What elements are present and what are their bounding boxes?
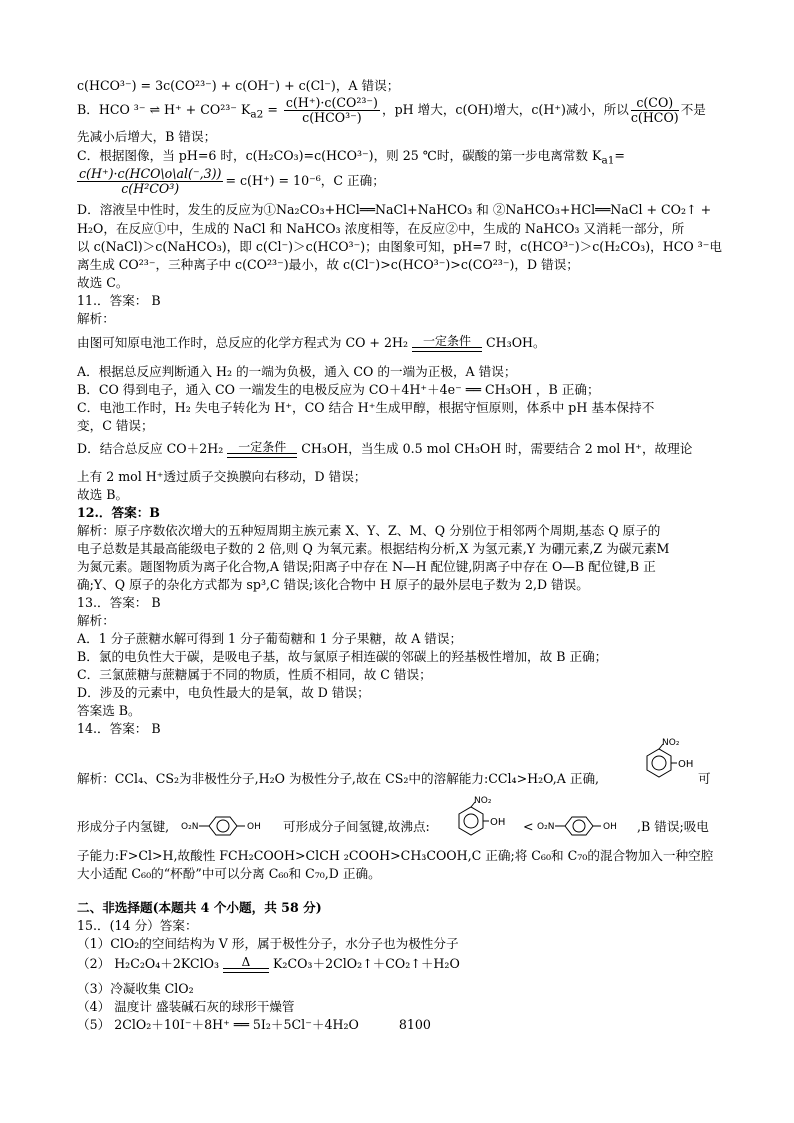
condition-arrow bbox=[223, 956, 269, 973]
less-than-sign: < bbox=[523, 819, 534, 834]
question-answer: 12.．答案：B bbox=[77, 505, 160, 520]
group-label: NO₂ bbox=[662, 738, 680, 748]
text-line: 解析：原子序数依次增大的五种短周期主族元素 X、Y、Z、M、Q 分别位于相邻两个周期,基态 Q 原子的 bbox=[77, 523, 661, 538]
group-label: OH bbox=[603, 822, 617, 832]
condition-label: 一定条件 bbox=[423, 334, 472, 348]
text-line: 先减小后增大，B 错误； bbox=[77, 129, 217, 144]
condition-label: 一定条件 bbox=[238, 440, 287, 454]
ortho-nitrophenol-structure bbox=[625, 738, 697, 792]
text-line: 以 c(NaCl)＞c(NaHCO₃)，即 c(Cl⁻)＞c(HCO³⁻)；由图象可知，pH=7 时，c(HCO³⁻)＞c(H₂CO₃)，HCO ³⁻电 bbox=[77, 239, 722, 254]
text-line: A．根据总反应判断通入 H₂ 的一端为负极，通入 CO 的一端为正极，A 错误； bbox=[77, 364, 517, 379]
condition-arrow bbox=[412, 335, 482, 352]
text-line: D．溶液呈中性时，发生的反应为①Na₂CO₃+HCl══NaCl+NaHCO₃ 和 ②NaHCO₃+HCl══NaCl + CO₂↑ + bbox=[77, 202, 712, 217]
text-line-ka1 bbox=[77, 163, 717, 199]
fraction-numerator: c(H⁺)·c(CO²³⁻) bbox=[285, 95, 378, 110]
text-line: 故选 B。 bbox=[77, 487, 129, 502]
text-segment: 可 bbox=[698, 771, 711, 786]
text-segment: 不是 bbox=[680, 102, 706, 117]
text-line-molecule bbox=[77, 738, 717, 792]
text-line: 子能力:F>Cl>H,故酸性 FCH₂COOH>ClCH ₂COOH>CH₃COOH,C 正确;将 C₆₀和 C₇₀的混合物加入一种空腔 bbox=[77, 848, 714, 863]
fraction-denominator: c(HCO³⁻) bbox=[302, 110, 362, 125]
text-segment: ，pH 增大，c(OH)增大，c(H⁺)减小，所以 bbox=[381, 102, 629, 117]
subscript: a1 bbox=[601, 154, 615, 167]
text-line: 电子总数是其最高能级电子数的 2 倍,则 Q 为氧元素。根据结构分析,X 为氢元素,Y 为硼元素,Z 为碳元素M bbox=[77, 541, 670, 556]
text-line: H₂O，在反应①中，生成的 NaCl 和 NaHCO₃ 浓度相等，在反应②中，生成的 NaHCO₃ 又消耗一部分，所 bbox=[77, 221, 685, 236]
text-segment: CH₃OH，当生成 0.5 mol CH₃OH 时，需要结合 2 mol H⁺，故理论 bbox=[301, 441, 693, 456]
text-segment: 解析：CCl₄、CS₂为非极性分子,H₂O 为极性分子,故在 CS₂中的溶解能力:CCl₄>H₂O,A 正确, bbox=[77, 771, 600, 786]
text-segment: D．结合总反应 CO＋2H₂ bbox=[77, 441, 224, 456]
text-line: B．CO 得到电子，通入 CO 一端发生的电极反应为 CO＋4H⁺＋4e⁻ ══ CH₃OH ，B 正确； bbox=[77, 382, 600, 397]
text-line: C．三氯蔗糖与蔗糖属于不同的物质，性质不相同，故 C 错误； bbox=[77, 667, 432, 682]
text-line: 为氮元素。题图物质为离子化合物,A 错误;阳离子中存在 N—H 配位键,阴离子中存在 O—B 配位键,B 正 bbox=[77, 559, 656, 574]
text-line-reaction bbox=[77, 328, 717, 358]
fraction-numerator: c(H⁺)·c(HCO\o\al(⁻,3)) bbox=[79, 166, 222, 181]
fraction-denominator: c(HCO) bbox=[630, 110, 679, 125]
question-answer: 14.．答案： B bbox=[77, 721, 161, 736]
text-line: 大小适配 C₆₀的“杯酚”中可以分离 C₆₀和 C₇₀,D 正确。 bbox=[77, 866, 381, 881]
text-segment: = bbox=[263, 102, 282, 117]
text-line: 解析： bbox=[77, 311, 115, 326]
text-line-reaction bbox=[77, 950, 717, 978]
text-segment: 可形成分子间氢键,故沸点: bbox=[283, 819, 430, 834]
text-segment: = c(H⁺) = 10⁻⁶，C 正确； bbox=[225, 173, 385, 188]
text-segment: （5） 2ClO₂＋10I⁻＋8H⁺ ══ 5I₂＋5Cl⁻＋4H₂O bbox=[77, 1017, 359, 1032]
text-line: 确;Y、Q 原子的杂化方式都为 sp³,C 错误;该化合物中 H 原子的最外层电子数为 2,D 错误。 bbox=[77, 577, 589, 592]
fraction-ka2 bbox=[284, 96, 380, 125]
para-nitrophenol-structure bbox=[181, 814, 281, 838]
text-segment: 8100 bbox=[398, 1017, 431, 1032]
text-line: A．1 分子蔗糖水解可得到 1 分子葡萄糖和 1 分子果糖，故 A 错误； bbox=[77, 631, 463, 646]
text-segment: 由图可知原电池工作时，总反应的化学方程式为 CO + 2H₂ bbox=[77, 335, 409, 350]
question-answer: 13.．答案： B bbox=[77, 595, 161, 610]
fraction-ratio bbox=[631, 96, 679, 125]
text-line: 故选 C。 bbox=[77, 275, 129, 290]
text-line: （1）ClO₂的空间结构为 V 形，属于极性分子，水分子也为极性分子 bbox=[77, 936, 459, 951]
text-line: C．电池工作时，H₂ 失电子转化为 H⁺，CO 结合 H⁺生成甲醇，根据守恒原则，体系中 pH 基本保持不 bbox=[77, 400, 655, 415]
text-line: 离生成 CO²³⁻，三种离子中 c(CO²³⁻)最小，故 c(Cl⁻)>c(HCO³⁻)>c(CO²³⁻)，D 错误； bbox=[77, 257, 579, 272]
text-line: （3）冷凝收集 ClO₂ bbox=[77, 981, 194, 996]
text-segment: 形成分子内氢键, bbox=[77, 819, 170, 834]
fraction-denominator: c(H²CO³) bbox=[121, 181, 180, 196]
text-line: 变，C 错误； bbox=[77, 418, 154, 433]
text-line: c(HCO³⁻) = 3c(CO²³⁻) + c(OH⁻) + c(Cl⁻)，A 错误； bbox=[77, 78, 400, 93]
para-nitrophenol-structure bbox=[537, 814, 637, 838]
text-line: 答案选 B。 bbox=[77, 703, 141, 718]
text-line-reaction bbox=[77, 434, 717, 464]
group-label: NO₂ bbox=[474, 796, 492, 806]
text-line: （4） 温度计 盛装碱石灰的球形干燥管 bbox=[77, 999, 295, 1014]
text-segment: ,B 错误;吸电 bbox=[637, 819, 709, 834]
condition-arrow bbox=[227, 441, 297, 458]
question-answer: 15.．(14 分）答案： bbox=[77, 918, 198, 933]
group-label: OH bbox=[490, 817, 506, 828]
ortho-nitrophenol-structure bbox=[449, 794, 521, 848]
group-label: O₂N bbox=[537, 822, 555, 832]
text-line bbox=[77, 1015, 717, 1034]
text-segment: = bbox=[614, 148, 625, 163]
condition-label: Δ bbox=[241, 955, 251, 969]
text-segment: C．根据图像，当 pH=6 时，c(H₂CO₃)=c(HCO³⁻)，则 25 ℃时，碳酸的第一步电离常数 K bbox=[77, 148, 602, 163]
group-label: OH bbox=[247, 822, 261, 832]
question-answer: 11.．答案： B bbox=[77, 293, 161, 308]
text-line: B．氯的电负性大于碳，是吸电子基，故与氯原子相连碳的邻碳上的羟基极性增加，故 B 正确； bbox=[77, 649, 608, 664]
text-line: 解析： bbox=[77, 613, 115, 628]
text-line: 上有 2 mol H⁺透过质子交换膜向右移动，D 错误； bbox=[77, 469, 367, 484]
text-line-molecule bbox=[77, 794, 717, 848]
text-segment: （2） H₂C₂O₄＋2KClO₃ bbox=[77, 956, 220, 971]
text-line: D．涉及的元素中，电负性最大的是氧，故 D 错误； bbox=[77, 685, 370, 700]
section-heading: 二、非选择题(本题共 4 个小题，共 58 分) bbox=[77, 900, 322, 915]
fraction-ka1 bbox=[77, 167, 223, 196]
subscript: a2 bbox=[250, 108, 264, 121]
fraction-numerator: c(CO) bbox=[631, 96, 679, 111]
group-label: O₂N bbox=[181, 822, 199, 832]
text-segment: K₂CO₃＋2ClO₂↑＋CO₂↑＋H₂O bbox=[273, 956, 460, 971]
text-line-equilibrium bbox=[77, 92, 717, 128]
group-label: OH bbox=[678, 759, 694, 770]
text-segment: CH₃OH。 bbox=[486, 335, 546, 350]
text-segment: B．HCO ³⁻ ⇌ H⁺ + CO²³⁻ K bbox=[77, 102, 251, 117]
